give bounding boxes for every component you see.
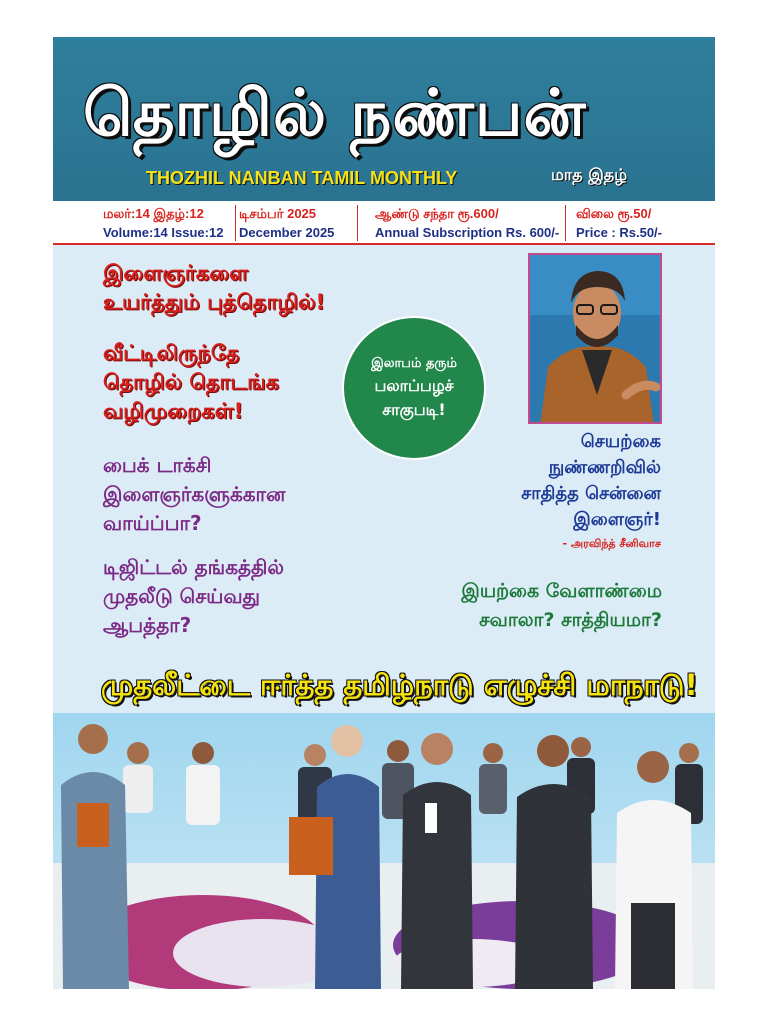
divider: [357, 205, 358, 241]
headline-digital-gold: [103, 553, 284, 640]
headline-line: வழிமுறைகள்!: [103, 399, 244, 423]
headline-line: பைக் டாக்சி: [103, 453, 212, 477]
headline-line: சாதித்த சென்னை: [521, 483, 661, 504]
headline-line: இளைஞர்களை: [103, 261, 249, 285]
magazine-cover: [53, 37, 715, 989]
headline-line: இளைஞர்களுக்கான: [103, 482, 286, 506]
summit-banner: முதலீட்டை ஈர்த்த தமிழ்நாடு எழுச்சி மாநாடு!: [101, 668, 698, 702]
subscription-tamil: ஆண்டு சந்தா ரூ.600/: [375, 206, 499, 221]
magazine-title: தொழில் நண்பன்: [83, 77, 587, 151]
subscription-english: Annual Subscription Rs. 600/-: [375, 225, 560, 240]
badge-line: பலாப்பழச்: [374, 376, 454, 395]
ai-person-name: - அரவிந்த் சீனிவாச: [562, 537, 661, 550]
divider: [235, 205, 236, 241]
headline-line: வீட்டிலிருந்தே: [103, 341, 240, 365]
headline-line: செயற்கை: [580, 431, 661, 452]
price-info: [576, 204, 662, 242]
headline-line: டிஜிட்டல் தங்கத்தில்: [103, 555, 285, 579]
headline-line: நுண்ணறிவில்: [548, 457, 661, 478]
masthead: [53, 37, 715, 201]
date-english: December 2025: [239, 225, 335, 240]
headline-startup: [103, 259, 325, 317]
headline-line: உயர்த்தும் புத்தொழில்!: [103, 290, 326, 314]
summit-group-photo: [53, 713, 715, 989]
portrait-illustration: [530, 255, 662, 424]
volume-info: [103, 204, 223, 242]
volume-tamil: மலர்:14 இதழ்:12: [103, 206, 204, 221]
headline-line: வாய்ப்பா?: [103, 511, 202, 535]
headline-line: சவாலா? சாத்தியமா?: [479, 609, 662, 631]
headline-home-business: [103, 339, 279, 426]
date-info: [239, 204, 334, 242]
headline-ai-youth: [463, 429, 661, 533]
issue-info-bar: [53, 201, 715, 245]
headline-line: இயற்கை வேளாண்மை: [461, 580, 662, 602]
price-tamil: விலை ரூ.50/: [576, 206, 652, 221]
price-english: Price : Rs.50/-: [576, 225, 662, 240]
headline-line: முதலீடு செய்வது: [103, 584, 260, 608]
date-tamil: டிசம்பர் 2025: [239, 206, 317, 221]
summit-photo-illustration: [53, 713, 715, 989]
badge-line: சாகுபடி!: [382, 400, 446, 419]
volume-english: Volume:14 Issue:12: [103, 225, 224, 240]
portrait-photo: [528, 253, 662, 424]
headline-line: இளைஞர்!: [573, 509, 661, 530]
headline-bike-taxi: [103, 451, 285, 538]
monthly-label: மாத இதழ்: [551, 165, 628, 184]
headline-line: ஆபத்தா?: [103, 613, 192, 637]
headline-organic-farming: [405, 577, 662, 635]
badge-line: இலாபம் தரும்: [371, 356, 457, 371]
subscription-info: [375, 204, 559, 242]
magazine-english-title: THOZHIL NANBAN TAMIL MONTHLY: [146, 168, 458, 188]
headline-line: தொழில் தொடங்க: [103, 370, 279, 394]
divider: [565, 205, 566, 241]
